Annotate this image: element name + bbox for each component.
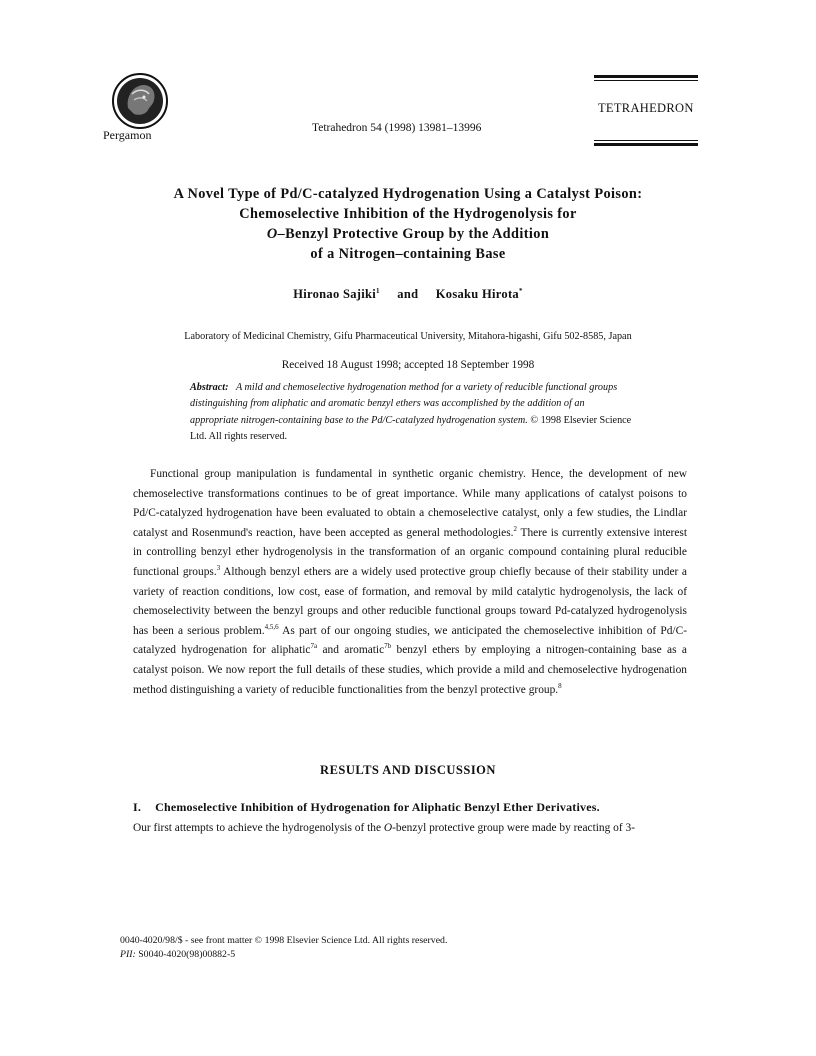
title-line-4: of a Nitrogen–containing Base: [310, 246, 506, 262]
title-line-3: O–Benzyl Protective Group by the Addition: [266, 226, 550, 242]
continuation-text-a: Our first attempts to achieve the hydrogenolysis of the: [133, 822, 384, 834]
title-line-1: A Novel Type of Pd/C-catalyzed Hydrogenation Using a Catalyst Poison:: [173, 186, 643, 202]
abstract: [190, 380, 632, 445]
ref-3: 3: [216, 564, 221, 573]
journal-citation: Tetrahedron 54 (1998) 13981–13996: [312, 122, 482, 134]
intro-text-6: benzyl ethers by employing a nitrogen-containing base as a catalyst poison. We now report the full details of these studies, which provide a mild and chemoselective hydrogenation method distinguishing a variety of reducible functionalities from the benzyl protective group.: [133, 644, 687, 696]
pergamon-logo-icon: [110, 72, 170, 130]
ref-7a: 7a: [310, 642, 318, 651]
abstract-label: Abstract:: [190, 382, 229, 393]
received-dates: Received 18 August 1998; accepted 18 September 1998: [281, 359, 535, 371]
subsection-title: Chemoselective Inhibition of Hydrogenation for Aliphatic Benzyl Ether Derivatives.: [155, 800, 600, 814]
ref-4-5-6: 4,5,6: [264, 622, 279, 631]
title-line-2: Chemoselective Inhibition of the Hydrogenolysis for: [239, 206, 577, 222]
author-2: Kosaku Hirota: [435, 287, 519, 301]
intro-paragraph: [133, 465, 687, 700]
subsection-number: I.: [133, 800, 142, 814]
intro-text-4: As part of our ongoing studies, we anticipated the chemoselective inhibition of Pd/C-catalyzed hydrogenation for aliphatic: [133, 624, 687, 657]
header-rule-bottom-thin: [594, 140, 698, 141]
continuation-text-b: -benzyl protective group were made by reacting of 3-: [392, 822, 635, 834]
ref-8: 8: [558, 681, 562, 690]
header-rule-bottom: [594, 143, 698, 146]
abstract-rights: © 1998 Elsevier Science Ltd. All rights reserved.: [190, 414, 632, 442]
author-2-mark: *: [518, 286, 523, 295]
intro-text-1: Functional group manipulation is fundamental in synthetic organic chemistry. Hence, the development of new chemoselective transformations continues to be of great importance. While many applications of catalyst poisons to Pd/C-catalyzed hydrogenation have been evaluated to obtain a chemoselective catalyst, only a few studies, the Lindlar catalyst and Rosenmund's reaction, have been accepted as general methodologies.: [133, 468, 687, 539]
header-rule-top-thin: [594, 80, 698, 81]
author-conjunction: and: [397, 287, 419, 301]
section-heading: RESULTS AND DISCUSSION: [320, 763, 496, 777]
ref-2: 2: [513, 524, 518, 533]
ref-7b: 7b: [384, 642, 392, 651]
intro-text-5: and aromatic: [317, 644, 385, 657]
pii-value: S0040-4020(98)00882-5: [138, 949, 236, 960]
header-rule-top: [594, 75, 698, 78]
pii-line: [120, 949, 235, 960]
affiliation: Laboratory of Medicinal Chemistry, Gifu Pharmaceutical University, Mitahora-higashi, Gifu 502-8585, Japan: [184, 331, 632, 342]
author-1-mark: 1: [376, 286, 380, 295]
author-1: Hironao Sajiki: [293, 287, 377, 301]
paper-title: [120, 184, 696, 264]
continuation-italic-o: O: [383, 822, 393, 834]
subsection-heading: [133, 800, 693, 815]
body-continuation: [133, 822, 693, 834]
front-matter-line: 0040-4020/98/$ - see front matter © 1998 Elsevier Science Ltd. All rights reserved.: [120, 935, 448, 946]
pii-label: PII:: [120, 949, 136, 960]
journal-name: TETRAHEDRON: [598, 101, 694, 115]
intro-text-2: There is currently extensive interest in controlling benzyl ether hydrogenolysis in the transformation of an organic compound containing plural reducible functional groups.: [133, 526, 687, 578]
abstract-text: A mild and chemoselective hydrogenation method for a variety of reducible functional groups distinguishing from aliphatic and aromatic benzyl ethers was accomplished by the addition of an appropriate nitrogen-containing base to the Pd/C-catalyzed hydrogenation system.: [190, 382, 618, 426]
publisher-name: Pergamon: [103, 128, 152, 142]
author-list: [120, 287, 696, 302]
intro-text-3: Although benzyl ethers are a widely used protective group chiefly because of their stability under a variety of reaction conditions, low cost, ease of formation, and removal by mild catalytic hydrogenolysis, the lack of chemoselectivity between the benzyl groups and other reducible functional groups toward Pd-catalyzed hydrogenolysis has been a serious problem.: [133, 565, 687, 637]
